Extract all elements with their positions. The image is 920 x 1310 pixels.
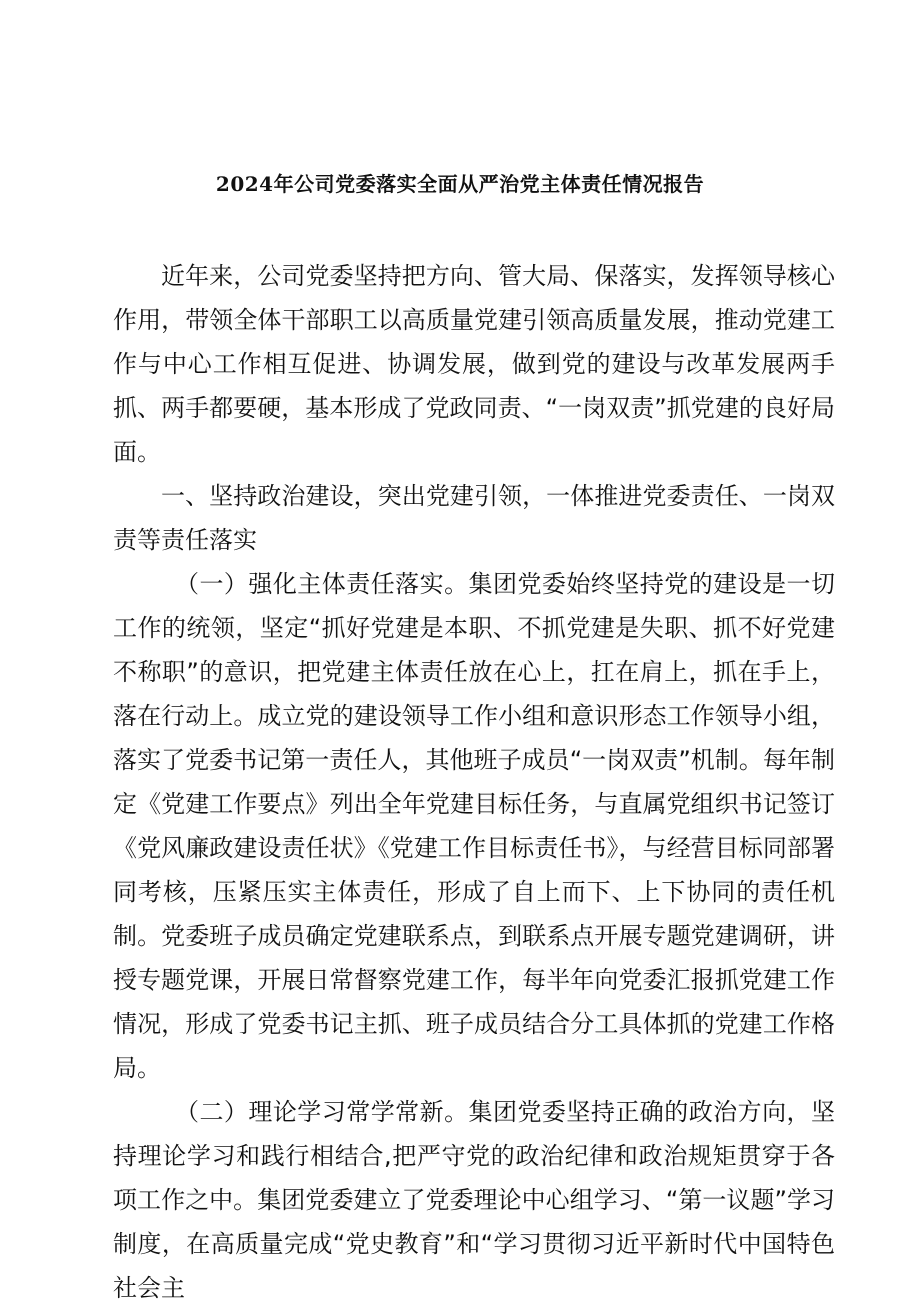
subsection-paragraph-1: （一）强化主体责任落实。集团党委始终坚持党的建设是一切工作的统领，坚定“抓好党建是本职、不抓党建是失职、抓不好党建不称职”的意识，把党建主体责任放在心上，扛在肩上，抓在手上，落在行动上。成立党的建设领导工作小组和意识形态工作领导小组，落实了党委书记第一责任人，其他班子成员“一岗双责”机制。每年制定《党建工作要点》列出全年党建目标任务，与直属党组织书记签订《党风廉政建设责任状》《党建工作目标责任书》，与经营目标同部署同考核，压紧压实主体责任，形成了自上而下、上下协同的责任机制。党委班子成员确定党建联系点，到联系点开展专题党建调研，讲授专题党课，开展日常督察党建工作，每半年向党委汇报抓党建工作情况，形成了党委书记主抓、班子成员结合分工具体抓的党建工作格局。 (113, 570, 835, 1082)
intro-paragraph: 近年来，公司党委坚持把方向、管大局、保落实，发挥领导核心作用，带领全体干部职工以高质量党建引领高质量发展，推动党建工作与中心工作相互促进、协调发展，做到党的建设与改革发展两手抓、两手都要硬，基本形成了党政同责、“一岗双责”抓党建的良好局面。 (113, 262, 835, 466)
document-title: 2024年公司党委落实全面从严治党主体责任情况报告 (215, 172, 705, 196)
section-heading-1: 一、坚持政治建设，突出党建引领，一体推进党委责任、一岗双责等责任落实 (113, 482, 835, 554)
subsection-paragraph-2: （二）理论学习常学常新。集团党委坚持正确的政治方向，坚持理论学习和践行相结合,把严守党的政治纪律和政治规矩贯穿于各项工作之中。集团党委建立了党委理论中心组学习、“第一议题”学习制度，在高质量完成“党史教育”和“学习贯彻习近平新时代中国特色社会主 (113, 1098, 835, 1302)
document-body (113, 254, 835, 1310)
